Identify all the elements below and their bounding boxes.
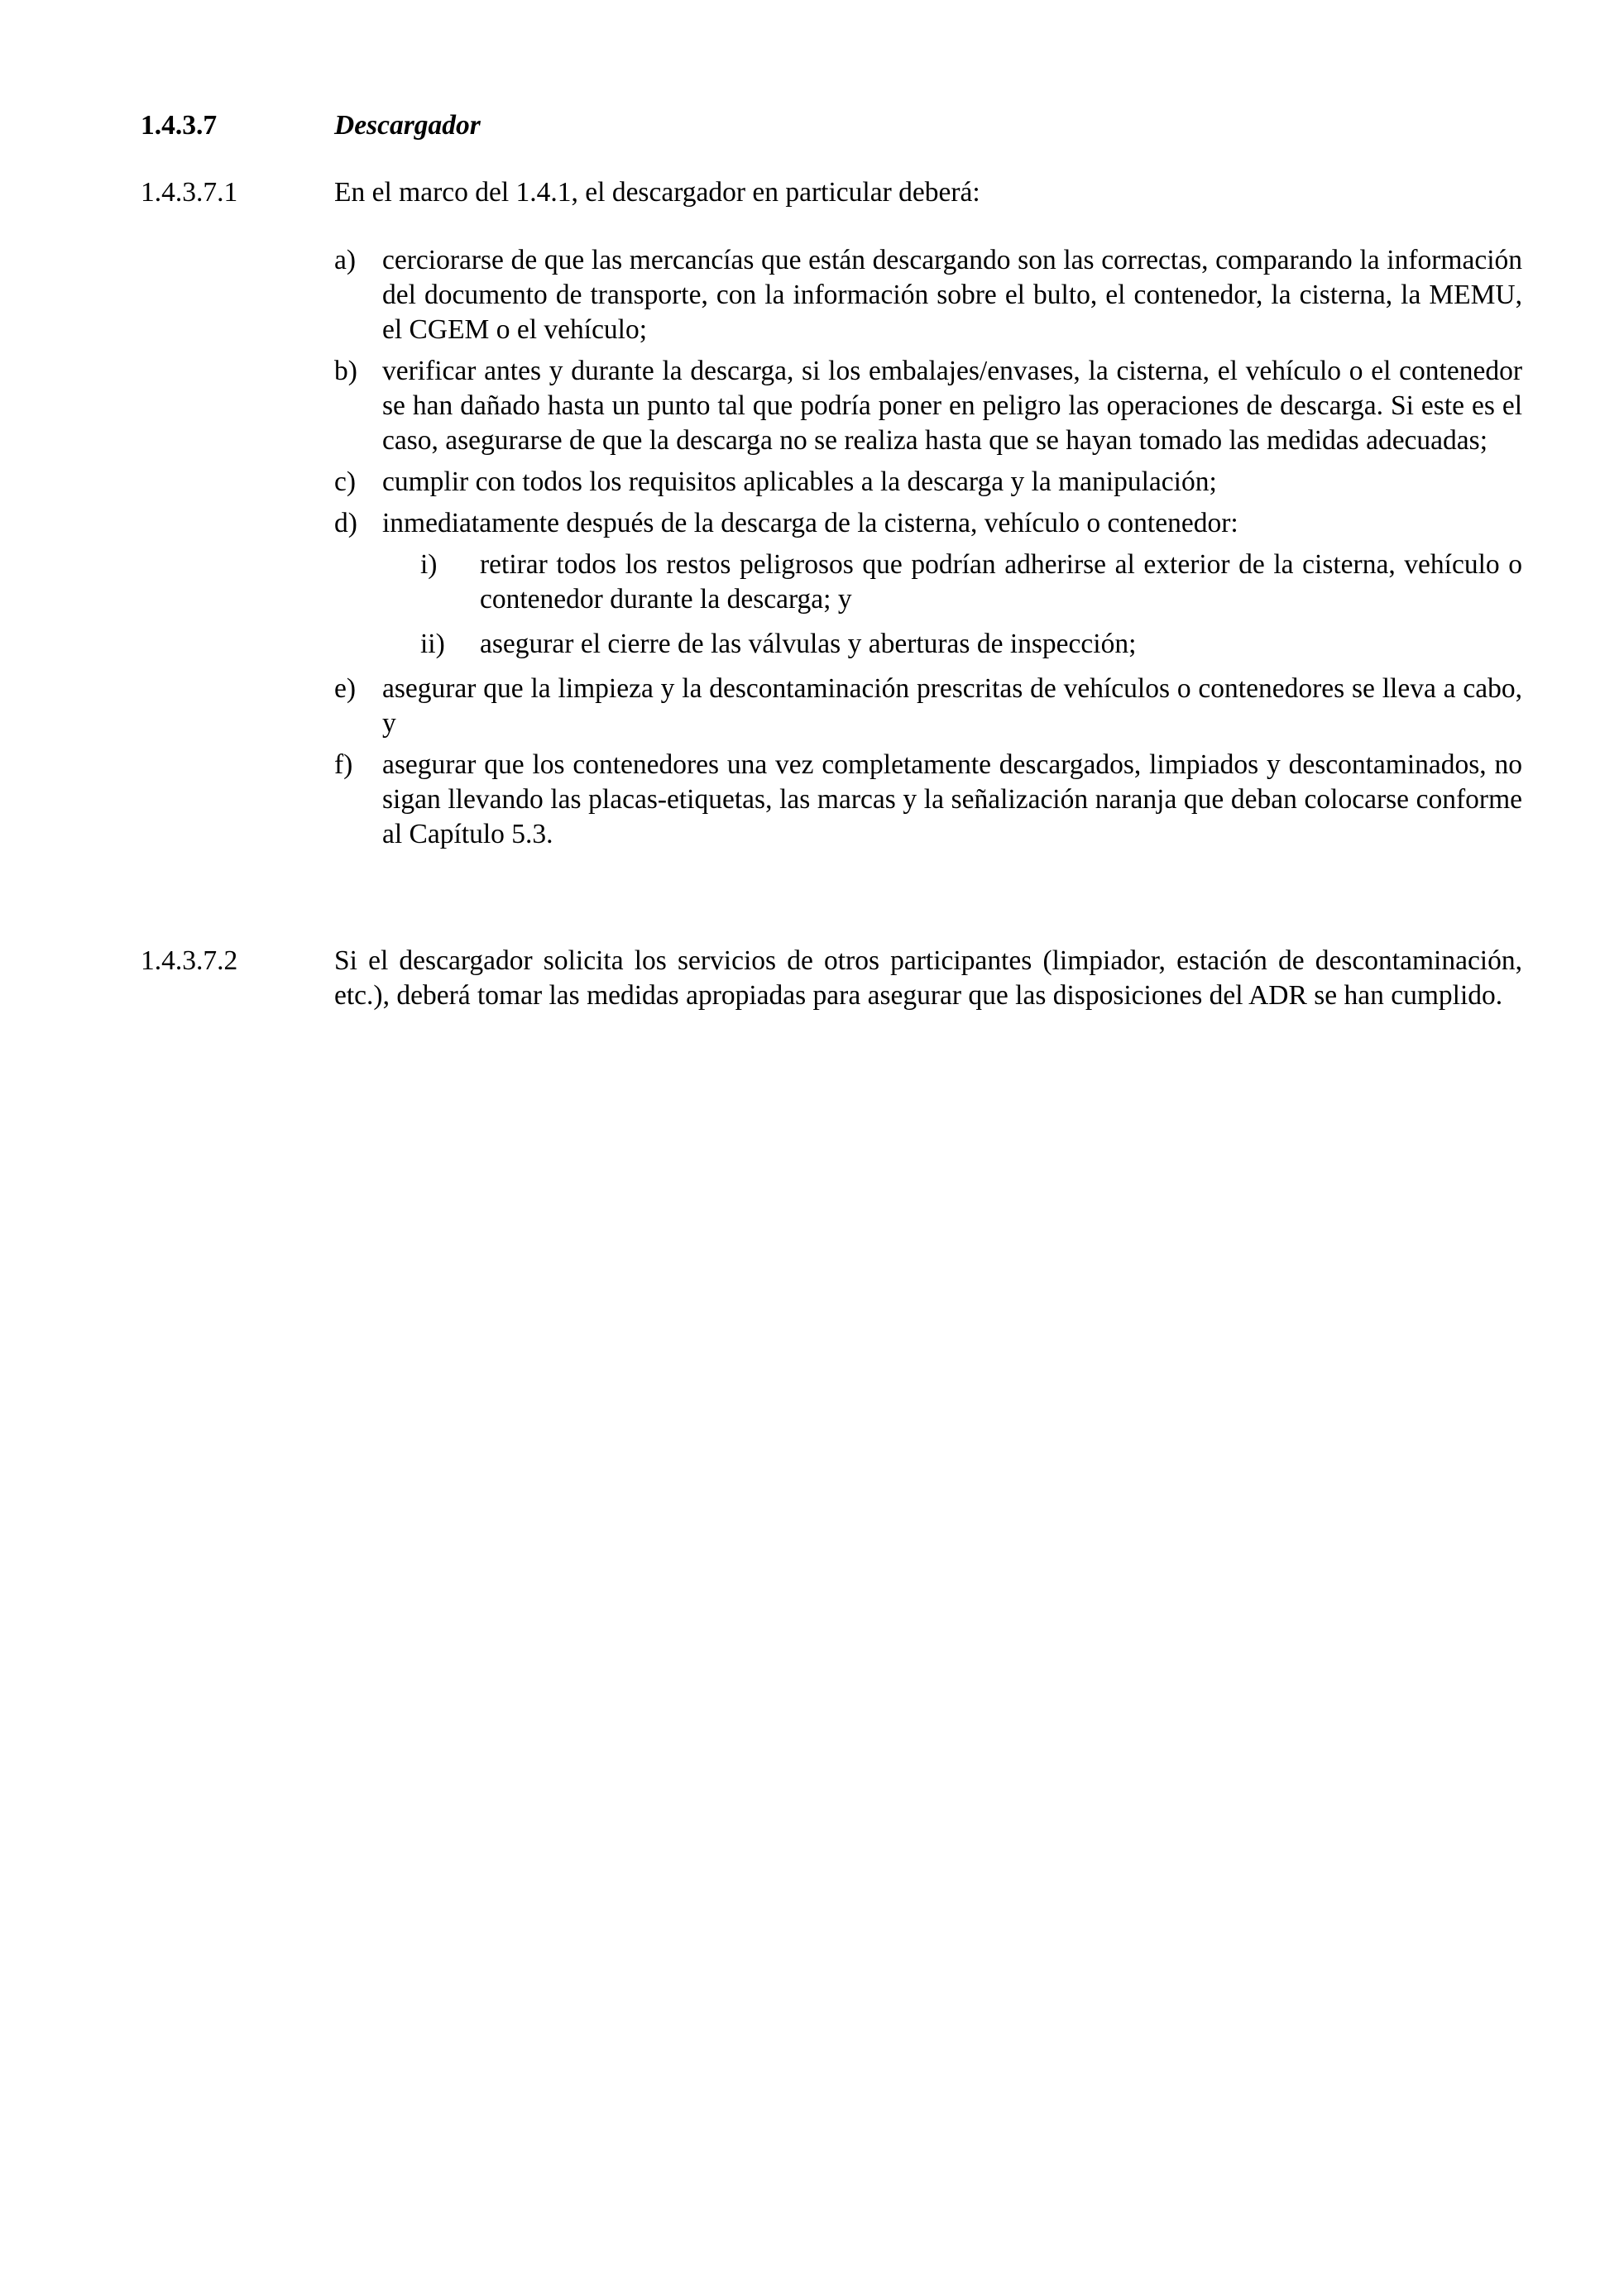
paragraph-text: En el marco del 1.4.1, el descargador en particular deberá:	[334, 177, 980, 208]
sub-list-item-text: asegurar el cierre de las válvulas y aberturas de inspección;	[480, 629, 1137, 659]
section-heading	[141, 108, 1522, 143]
paragraph-number: 1.4.3.7.1	[141, 177, 238, 208]
list-item-b	[334, 354, 1522, 458]
list-item-a	[334, 243, 1522, 347]
list-item-marker: c)	[334, 466, 357, 497]
list-item-text: asegurar que la limpieza y la descontaminación prescritas de vehículos o contenedores se lleva a cabo, y	[382, 673, 1522, 739]
sub-list-item-marker: ii)	[420, 629, 445, 659]
sub-list	[420, 548, 1522, 662]
list-item-d	[334, 506, 1522, 662]
section-title: Descargador	[334, 110, 481, 141]
list-item-text: asegurar que los contenedores una vez completamente descargados, limpiados y descontaminados, no sigan llevando las placas-etiquetas, las marcas y la señalización naranja que deban colocarse conforme al Capítulo 5.3.	[382, 749, 1522, 849]
list-item-f	[334, 748, 1522, 852]
section-number: 1.4.3.7	[141, 110, 218, 141]
list-item-text: cerciorarse de que las mercancías que están descargando son las correctas, comparando la información del documento de transporte, con la información sobre el bulto, el contenedor, la cisterna, la MEMU, el CGEM o el vehículo;	[382, 245, 1522, 345]
list-item-e	[334, 672, 1522, 741]
sub-list-item-ii	[420, 627, 1522, 662]
sub-list-item-marker: i)	[420, 549, 438, 580]
paragraph-number: 1.4.3.7.2	[141, 945, 238, 976]
list-item-marker: a)	[334, 245, 357, 275]
list-item-text: verificar antes y durante la descarga, si los embalajes/envases, la cisterna, el vehículo o el contenedor se han dañado hasta un punto tal que podría poner en peligro las operaciones de descarga. Si este es el caso, asegurarse de que la descarga no se realiza hasta que se hayan tomado las medidas adecuadas;	[382, 356, 1522, 456]
list-item-text: cumplir con todos los requisitos aplicables a la descarga y la manipulación;	[382, 466, 1217, 497]
list-item-c	[334, 465, 1522, 500]
list-item-text: inmediatamente después de la descarga de la cisterna, vehículo o contenedor:	[382, 508, 1238, 538]
sub-list-item-i	[420, 548, 1522, 617]
list-item-marker: f)	[334, 749, 353, 780]
list-item-marker: d)	[334, 508, 357, 538]
obligations-list	[334, 243, 1522, 859]
paragraph-text: Si el descargador solicita los servicios de otros participantes (limpiador, estación de descontaminación, etc.), deberá tomar las medidas apropiadas para asegurar que las disposiciones del ADR se han cumplido.	[334, 945, 1522, 1011]
sub-list-item-text: retirar todos los restos peligrosos que podrían adherirse al exterior de la cisterna, vehículo o contenedor durante la descarga; y	[480, 549, 1522, 615]
list-item-marker: e)	[334, 673, 357, 704]
list-item-marker: b)	[334, 356, 357, 386]
